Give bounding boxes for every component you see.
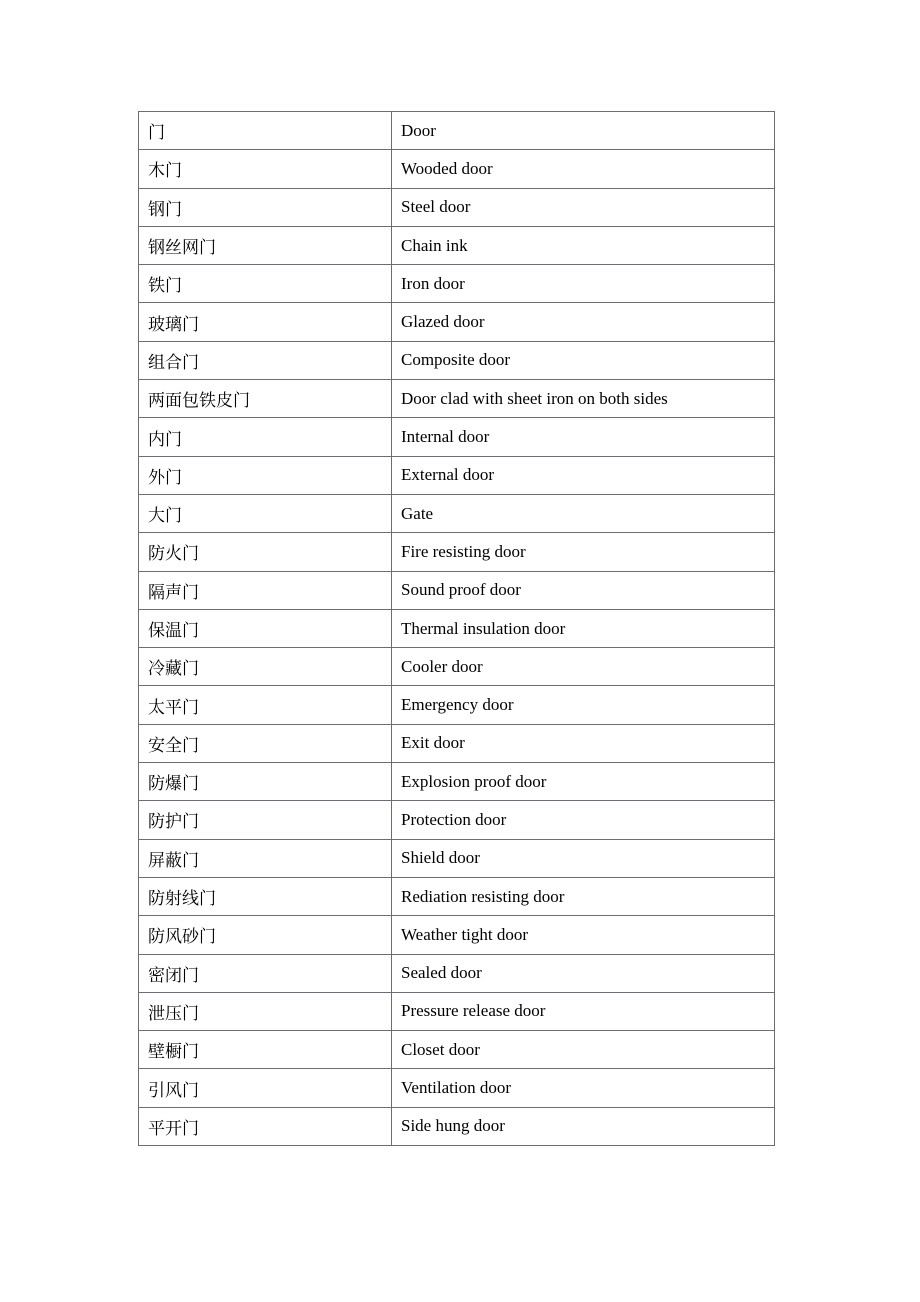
chinese-term-cell: 防射线门 (139, 877, 392, 915)
chinese-term-cell: 太平门 (139, 686, 392, 724)
chinese-term-cell: 外门 (139, 456, 392, 494)
table-row (139, 839, 775, 877)
chinese-term-cell: 钢丝网门 (139, 226, 392, 264)
english-term-cell: Protection door (392, 801, 775, 839)
chinese-term-cell: 保温门 (139, 609, 392, 647)
chinese-term-cell: 门 (139, 112, 392, 150)
english-term-cell: Steel door (392, 188, 775, 226)
english-term-cell: Side hung door (392, 1107, 775, 1145)
chinese-term-cell: 隔声门 (139, 571, 392, 609)
english-term-cell: Shield door (392, 839, 775, 877)
english-term-cell: Sealed door (392, 954, 775, 992)
table-row (139, 801, 775, 839)
table-row (139, 112, 775, 150)
table-row (139, 1031, 775, 1069)
table-row (139, 571, 775, 609)
door-glossary-table (138, 111, 775, 1146)
table-row (139, 648, 775, 686)
table-row (139, 686, 775, 724)
english-term-cell: Pressure release door (392, 992, 775, 1030)
table-row (139, 265, 775, 303)
english-term-cell: Emergency door (392, 686, 775, 724)
chinese-term-cell: 屏蔽门 (139, 839, 392, 877)
table-row (139, 954, 775, 992)
english-term-cell: Explosion proof door (392, 763, 775, 801)
table-row (139, 341, 775, 379)
english-term-cell: Internal door (392, 418, 775, 456)
table-row (139, 724, 775, 762)
chinese-term-cell: 冷藏门 (139, 648, 392, 686)
table-row (139, 494, 775, 532)
chinese-term-cell: 泄压门 (139, 992, 392, 1030)
table-row (139, 533, 775, 571)
table-row (139, 150, 775, 188)
chinese-term-cell: 内门 (139, 418, 392, 456)
chinese-term-cell: 引风门 (139, 1069, 392, 1107)
english-term-cell: Closet door (392, 1031, 775, 1069)
table-row (139, 1069, 775, 1107)
english-term-cell: Chain ink (392, 226, 775, 264)
chinese-term-cell: 钢门 (139, 188, 392, 226)
chinese-term-cell: 壁橱门 (139, 1031, 392, 1069)
english-term-cell: Exit door (392, 724, 775, 762)
chinese-term-cell: 两面包铁皮门 (139, 380, 392, 418)
english-term-cell: Cooler door (392, 648, 775, 686)
table-row (139, 418, 775, 456)
english-term-cell: Rediation resisting door (392, 877, 775, 915)
english-term-cell: Gate (392, 494, 775, 532)
table-row (139, 303, 775, 341)
table-row (139, 609, 775, 647)
table-row (139, 763, 775, 801)
english-term-cell: External door (392, 456, 775, 494)
chinese-term-cell: 防火门 (139, 533, 392, 571)
chinese-term-cell: 安全门 (139, 724, 392, 762)
chinese-term-cell: 防爆门 (139, 763, 392, 801)
english-term-cell: Door clad with sheet iron on both sides (392, 380, 775, 418)
chinese-term-cell: 铁门 (139, 265, 392, 303)
english-term-cell: Glazed door (392, 303, 775, 341)
english-term-cell: Fire resisting door (392, 533, 775, 571)
table-row (139, 877, 775, 915)
table-row (139, 916, 775, 954)
chinese-term-cell: 大门 (139, 494, 392, 532)
table-row (139, 1107, 775, 1145)
english-term-cell: Composite door (392, 341, 775, 379)
chinese-term-cell: 密闭门 (139, 954, 392, 992)
table-row (139, 456, 775, 494)
table-row (139, 188, 775, 226)
english-term-cell: Iron door (392, 265, 775, 303)
table-row (139, 380, 775, 418)
table-body (139, 112, 775, 1146)
chinese-term-cell: 玻璃门 (139, 303, 392, 341)
english-term-cell: Ventilation door (392, 1069, 775, 1107)
english-term-cell: Weather tight door (392, 916, 775, 954)
english-term-cell: Wooded door (392, 150, 775, 188)
chinese-term-cell: 组合门 (139, 341, 392, 379)
table-row (139, 992, 775, 1030)
chinese-term-cell: 木门 (139, 150, 392, 188)
chinese-term-cell: 平开门 (139, 1107, 392, 1145)
english-term-cell: Door (392, 112, 775, 150)
chinese-term-cell: 防护门 (139, 801, 392, 839)
english-term-cell: Sound proof door (392, 571, 775, 609)
chinese-term-cell: 防风砂门 (139, 916, 392, 954)
table-row (139, 226, 775, 264)
english-term-cell: Thermal insulation door (392, 609, 775, 647)
